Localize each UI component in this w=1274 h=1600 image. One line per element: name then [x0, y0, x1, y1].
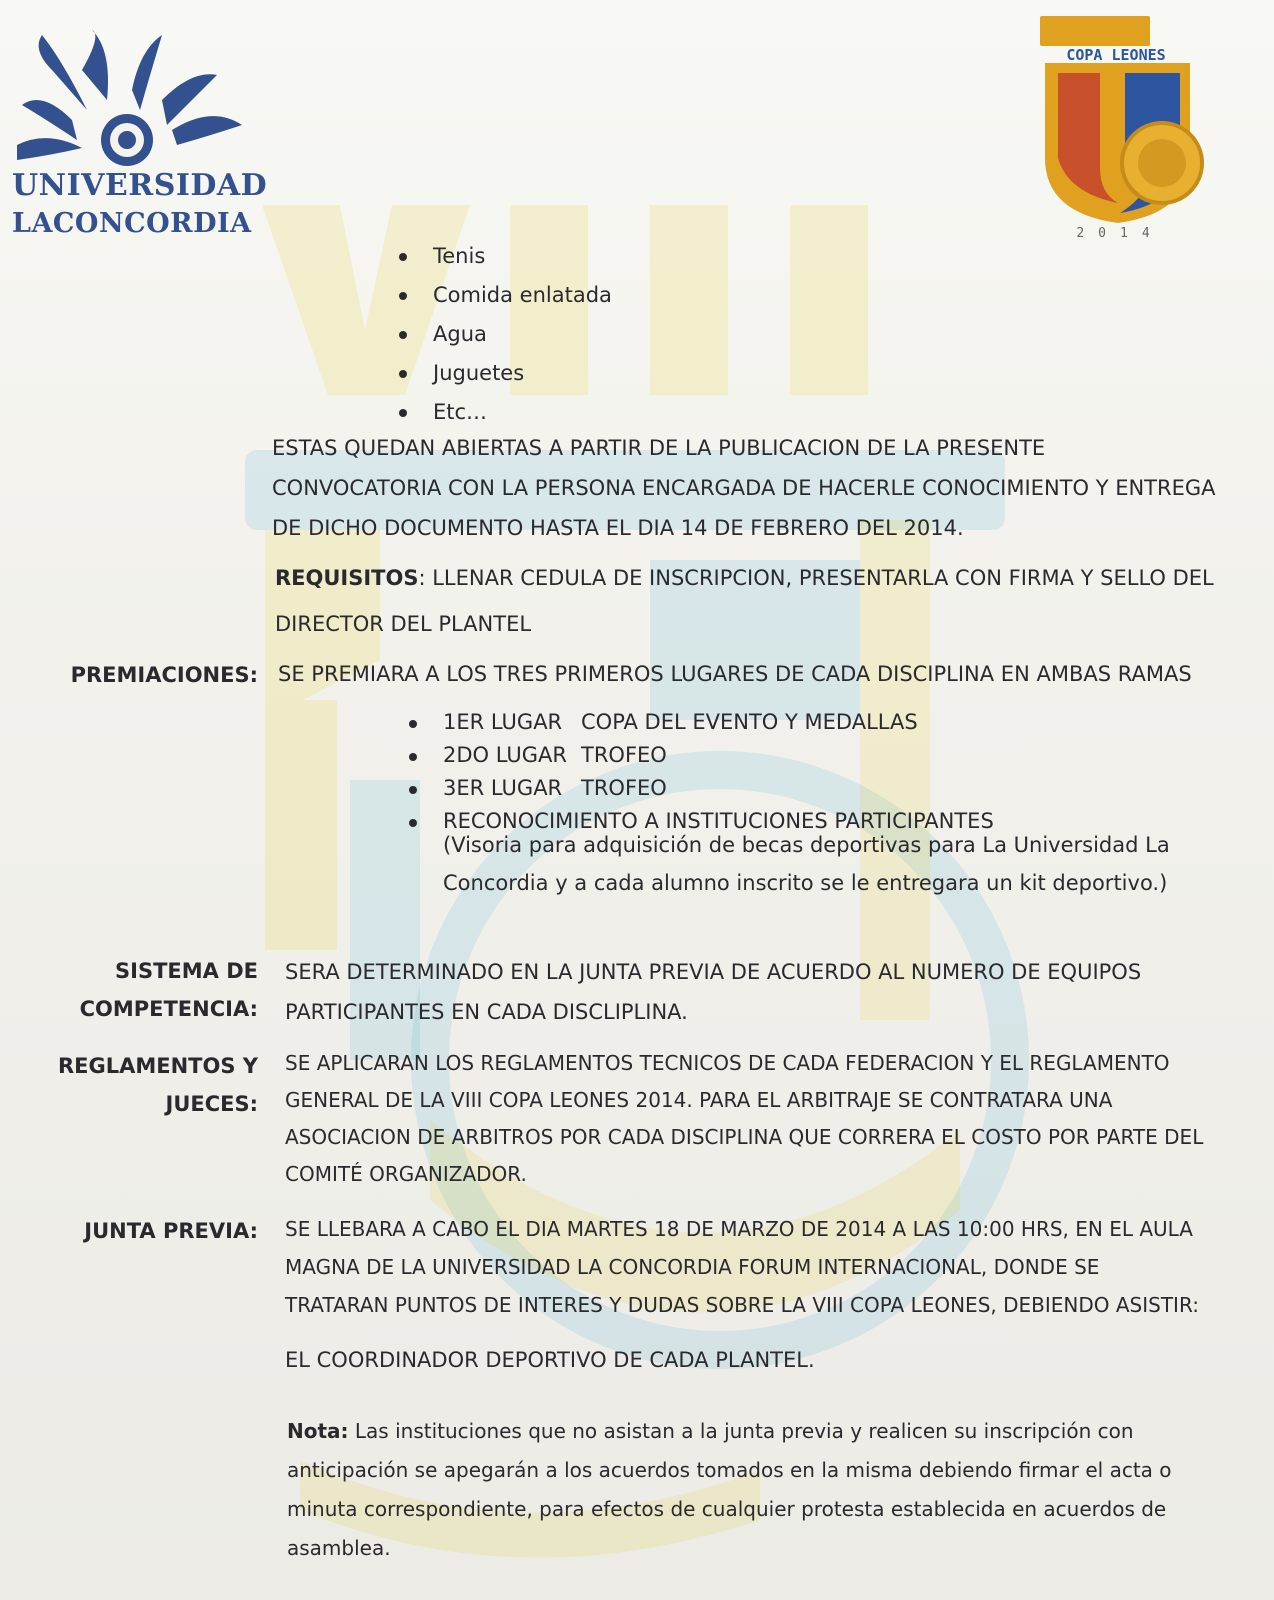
university-name-line1: UNIVERSIDAD: [12, 168, 268, 203]
junta-attendee: EL COORDINADOR DEPORTIVO DE CADA PLANTEL.: [285, 1348, 815, 1372]
list-item: Tenis: [395, 237, 612, 276]
prize-note-line: (Visoria para adquisición de becas deportivas para La Universidad La: [443, 833, 1170, 857]
reglamentos-text: [285, 1045, 1203, 1193]
list-item: Juguetes: [395, 354, 612, 393]
copa-leones-logo: [1040, 8, 1215, 243]
reglamentos-line: GENERAL DE LA VIII COPA LEONES 2014. PARA EL ARBITRAJE SE CONTRATARA UNA: [285, 1088, 1113, 1112]
prize-place: 3ER LUGAR: [443, 776, 563, 800]
prize-award: COPA DEL EVENTO Y MEDALLAS: [581, 710, 918, 734]
sistema-line: PARTICIPANTES EN CADA DISCLIPLINA.: [285, 1000, 688, 1024]
prize-place: 1ER LUGAR: [443, 710, 563, 734]
requisitos-paragraph: [275, 555, 1214, 647]
nota-text: Las instituciones que no asistan a la junta previa y realicen su inscripción con: [348, 1419, 1134, 1443]
availability-line: CONVOCATORIA CON LA PERSONA ENCARGADA DE HACERLE CONOCIMIENTO Y ENTREGA: [272, 476, 1216, 500]
prize-place: 2DO LUGAR: [443, 743, 567, 767]
junta-line: MAGNA DE LA UNIVERSIDAD LA CONCORDIA FORUM INTERNACIONAL, DONDE SE: [285, 1255, 1100, 1279]
nota-line: minuta correspondiente, para efectos de cualquier protesta establecida en acuerdos de: [287, 1497, 1167, 1521]
nota-line: anticipación se apegarán a los acuerdos tomados en la misma debiendo firmar el acta o: [287, 1458, 1172, 1482]
availability-paragraph: [272, 428, 1216, 548]
junta-text: [285, 1210, 1199, 1324]
junta-line: SE LLEBARA A CABO EL DIA MARTES 18 DE MARZO DE 2014 A LAS 10:00 HRS, EN EL AULA: [285, 1217, 1193, 1241]
nota-paragraph: [287, 1412, 1172, 1568]
prize-item: [405, 706, 994, 739]
junta-line: TRATARAN PUNTOS DE INTERES Y DUDAS SOBRE LA VIII COPA LEONES, DEBIENDO ASISTIR:: [285, 1293, 1199, 1317]
copa-leones-year: 2014: [1076, 226, 1164, 241]
availability-line: ESTAS QUEDAN ABIERTAS A PARTIR DE LA PUBLICACION DE LA PRESENTE: [272, 436, 1046, 460]
sistema-text: [285, 952, 1141, 1032]
items-list: [395, 237, 612, 432]
list-item: Etc…: [395, 393, 612, 432]
reglamentos-label-line: REGLAMENTOS Y: [57, 1054, 258, 1078]
sistema-label: [8, 952, 258, 1028]
university-name-line2: LACONCORDIA: [12, 208, 252, 239]
reglamentos-line: COMITÉ ORGANIZADOR.: [285, 1162, 527, 1186]
sistema-label-line: COMPETENCIA:: [79, 997, 258, 1021]
premiaciones-label: PREMIACIONES:: [70, 663, 258, 687]
nota-line: asamblea.: [287, 1536, 391, 1560]
reglamentos-line: SE APLICARAN LOS REGLAMENTOS TECNICOS DE CADA FEDERACION Y EL REGLAMENTO: [285, 1051, 1170, 1075]
premiaciones-text: SE PREMIARA A LOS TRES PRIMEROS LUGARES DE CADA DISCIPLINA EN AMBAS RAMAS: [278, 662, 1192, 686]
prize-note-line: Concordia y a cada alumno inscrito se le entregara un kit deportivo.): [443, 871, 1168, 895]
sistema-label-line: SISTEMA DE: [115, 959, 258, 983]
requisitos-text: : LLENAR CEDULA DE INSCRIPCION, PRESENTARLA CON FIRMA Y SELLO DEL: [418, 566, 1214, 590]
university-logo: [12, 30, 268, 250]
reglamentos-line: ASOCIACION DE ARBITROS POR CADA DISCIPLINA QUE CORRERA EL COSTO POR PARTE DEL: [285, 1125, 1204, 1149]
copa-leones-text: COPA LEONES: [1066, 46, 1166, 64]
prize-item: [405, 772, 994, 805]
list-item: Comida enlatada: [395, 276, 612, 315]
reglamentos-label-line: JUECES:: [165, 1092, 258, 1116]
prize-award: TROFEO: [581, 776, 667, 800]
requisitos-text: DIRECTOR DEL PLANTEL: [275, 612, 532, 636]
prize-item: [405, 739, 994, 772]
reglamentos-label: [8, 1047, 258, 1123]
university-emblem-icon: [12, 30, 252, 170]
prize-note: [443, 826, 1170, 902]
list-item: Agua: [395, 315, 612, 354]
prize-award: TROFEO: [581, 743, 667, 767]
availability-line: DE DICHO DOCUMENTO HASTA EL DIA 14 DE FEBRERO DEL 2014.: [272, 516, 964, 540]
prize-list: [405, 706, 994, 838]
nota-label: Nota:: [287, 1419, 349, 1443]
copa-leones-emblem-icon: [1040, 8, 1215, 243]
sistema-line: SERA DETERMINADO EN LA JUNTA PREVIA DE ACUERDO AL NUMERO DE EQUIPOS: [285, 960, 1142, 984]
junta-label: JUNTA PREVIA:: [84, 1219, 258, 1243]
recognition-text: RECONOCIMIENTO A INSTITUCIONES PARTICIPANTES: [443, 809, 994, 833]
requisitos-label: REQUISITOS: [275, 566, 419, 590]
